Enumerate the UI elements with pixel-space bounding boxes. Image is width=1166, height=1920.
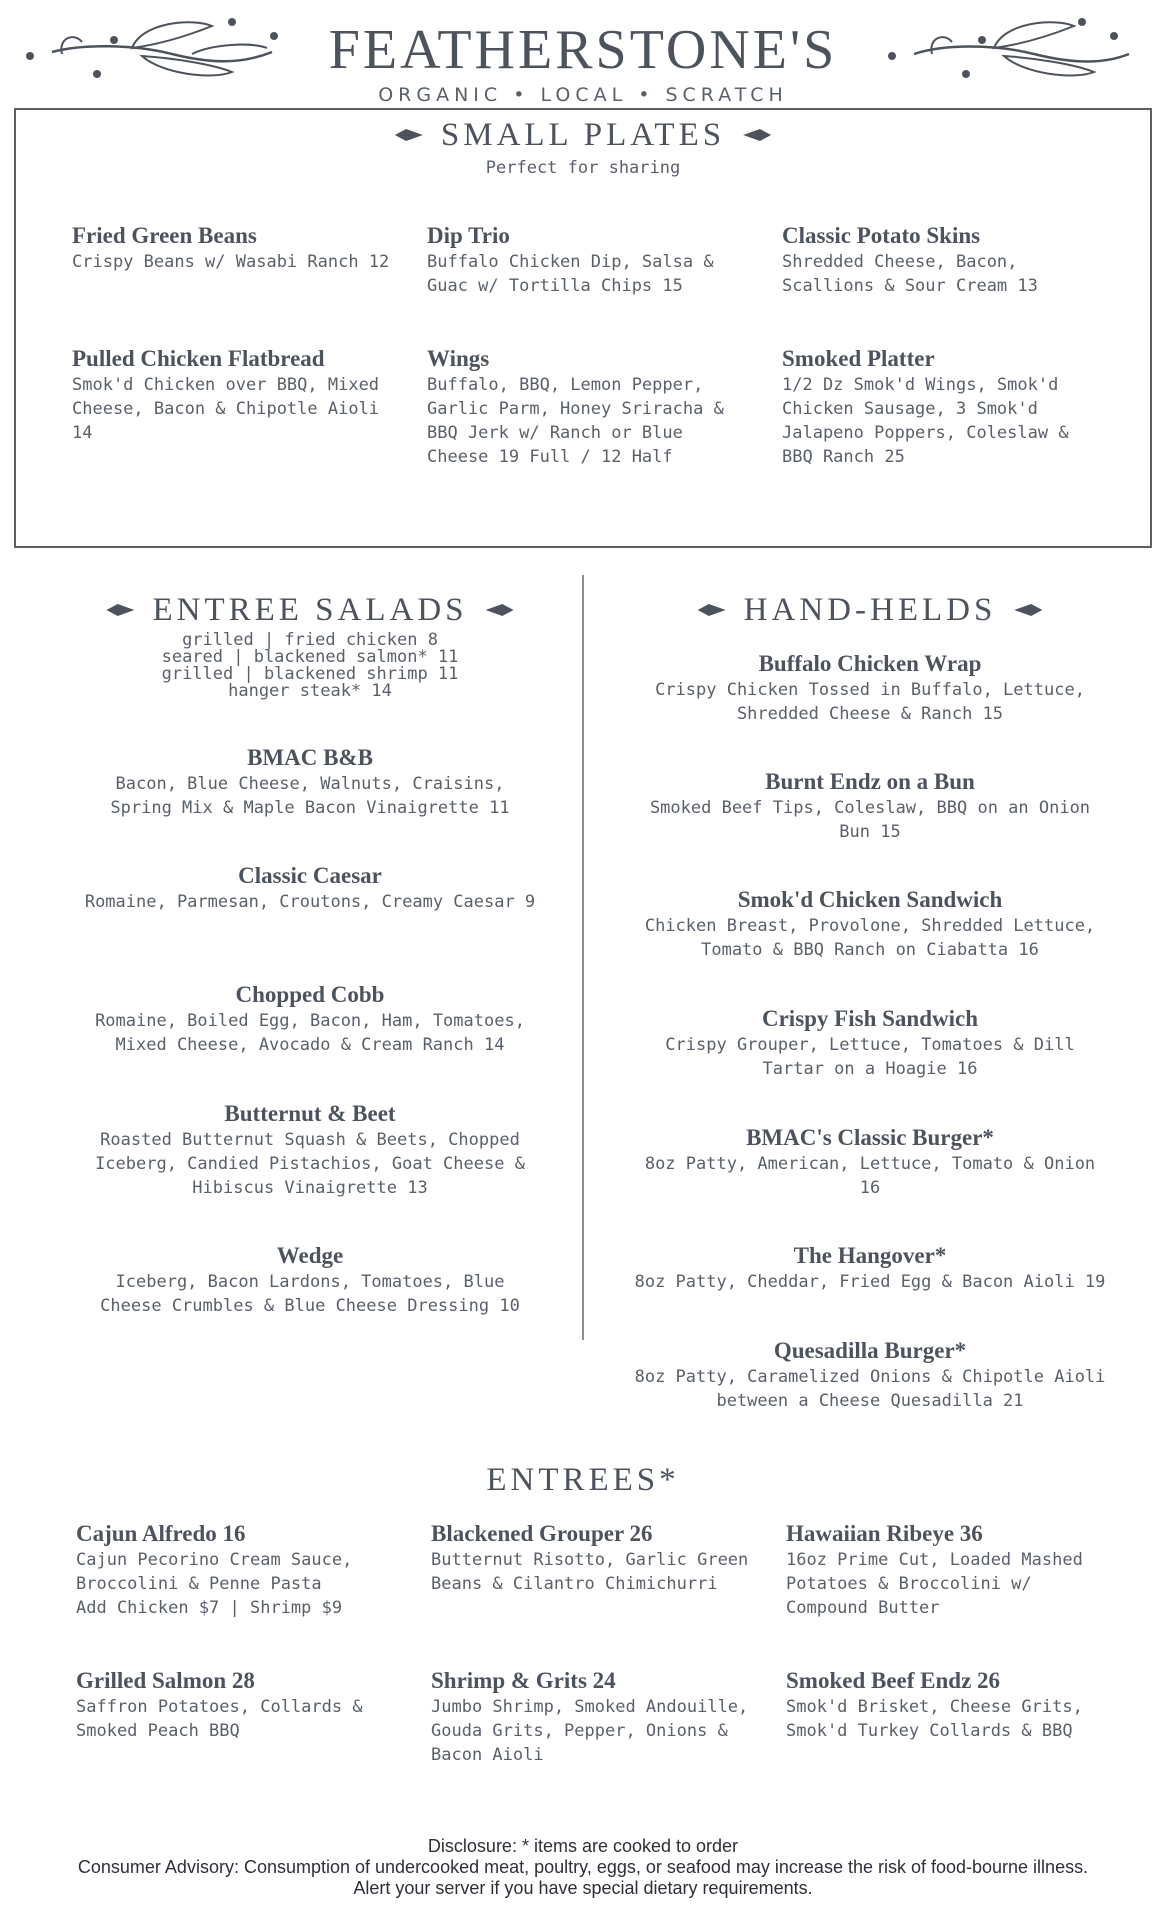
item-description: 8oz Patty, American, Lettuce, Tomato & Onion 16 xyxy=(644,1154,1096,1198)
menu-item xyxy=(427,222,747,298)
item-description: Shredded Cheese, Bacon, Scallions & Sour Cream 13 xyxy=(782,252,1038,296)
disclosure-text: Disclosure: * items are cooked to order xyxy=(427,1836,739,1856)
item-name: Classic Potato Skins xyxy=(782,223,981,248)
entree-salads-heading xyxy=(80,592,540,628)
item-extra: Add Chicken $7 | Shrimp $9 xyxy=(76,1598,343,1618)
item-name: Fried Green Beans xyxy=(72,223,257,248)
item-name: Buffalo Chicken Wrap xyxy=(758,651,982,676)
menu-item xyxy=(80,981,540,1057)
item-description: Crispy Chicken Tossed in Buffalo, Lettuce, Shredded Cheese & Ranch 15 xyxy=(655,680,1085,724)
small-plates-subtitle: Perfect for sharing xyxy=(485,158,681,178)
dietary-alert-text: Alert your server if you have special dietary requirements. xyxy=(353,1878,813,1898)
menu-item xyxy=(630,650,1110,726)
menu-item xyxy=(786,1667,1116,1743)
menu-item xyxy=(630,1337,1110,1413)
item-name: Quesadilla Burger* xyxy=(773,1338,967,1363)
diamond-left-icon xyxy=(106,604,134,616)
footer xyxy=(0,1836,1166,1899)
item-name: BMAC B&B xyxy=(247,745,373,770)
item-description: Smoked Beef Tips, Coleslaw, BBQ on an Onion Bun 15 xyxy=(649,798,1091,842)
menu-item xyxy=(786,1520,1116,1620)
item-name: The Hangover* xyxy=(793,1243,947,1268)
item-name: Hawaiian Ribeye 36 xyxy=(786,1521,983,1546)
item-name: Grilled Salmon 28 xyxy=(76,1668,255,1693)
item-name: Dip Trio xyxy=(427,223,510,248)
item-name: Pulled Chicken Flatbread xyxy=(72,346,325,371)
addon-line: hanger steak* 14 xyxy=(228,681,392,701)
section-title: HAND-HELDS xyxy=(743,592,997,628)
item-name: Classic Caesar xyxy=(238,863,382,888)
menu-item xyxy=(80,744,540,820)
menu-item xyxy=(72,345,392,445)
item-description: 8oz Patty, Cheddar, Fried Egg & Bacon Aioli 19 xyxy=(634,1272,1106,1292)
item-name: Crispy Fish Sandwich xyxy=(761,1006,978,1031)
item-description: Crispy Grouper, Lettuce, Tomatoes & Dill Tartar on a Hoagie 16 xyxy=(665,1035,1075,1079)
item-description: Chicken Breast, Provolone, Shredded Lettuce, Tomato & BBQ Ranch on Ciabatta 16 xyxy=(644,916,1096,960)
section-title: SMALL PLATES xyxy=(440,117,726,153)
item-description: Bacon, Blue Cheese, Walnuts, Craisins, Spring Mix & Maple Bacon Vinaigrette 11 xyxy=(110,774,510,818)
menu-item xyxy=(431,1667,761,1767)
advisory-text: Consumer Advisory: Consumption of undercooked meat, poultry, eggs, or seafood may increase the risk of food-bourne illness. xyxy=(77,1857,1089,1877)
item-description: Cajun Pecorino Cream Sauce, Broccolini & Penne Pasta xyxy=(76,1550,353,1594)
menu-item xyxy=(630,1242,1110,1294)
menu-item xyxy=(630,886,1110,962)
menu-item xyxy=(630,768,1110,844)
item-description: Butternut Risotto, Garlic Green Beans & Cilantro Chimichurri xyxy=(431,1550,749,1594)
small-plates-heading xyxy=(0,117,1166,153)
menu-item xyxy=(782,222,1102,298)
item-name: Smoked Beef Endz 26 xyxy=(786,1668,1001,1693)
item-name: Butternut & Beet xyxy=(224,1101,396,1126)
item-description: Smok'd Chicken over BBQ, Mixed Cheese, Bacon & Chipotle Aioli 14 xyxy=(72,375,380,443)
item-description: Romaine, Parmesan, Croutons, Creamy Caesar 9 xyxy=(84,892,536,912)
item-description: Saffron Potatoes, Collards & Smoked Peach BBQ xyxy=(76,1697,363,1741)
menu-item xyxy=(427,345,747,469)
menu-item xyxy=(80,1100,540,1200)
item-name: Burnt Endz on a Bun xyxy=(765,769,975,794)
brand-tagline: ORGANIC • LOCAL • SCRATCH xyxy=(378,84,788,106)
menu-item xyxy=(630,1005,1110,1081)
diamond-right-icon xyxy=(743,129,771,141)
brand-title: FEATHERSTONE'S xyxy=(328,19,838,81)
item-name: Chopped Cobb xyxy=(235,982,385,1007)
diamond-left-icon xyxy=(395,129,423,141)
menu-item xyxy=(72,222,392,274)
menu-item xyxy=(76,1667,406,1743)
item-description: Romaine, Boiled Egg, Bacon, Ham, Tomatoes, Mixed Cheese, Avocado & Cream Ranch 14 xyxy=(95,1011,525,1055)
entrees-title: ENTREES* xyxy=(486,1462,680,1498)
diamond-right-icon xyxy=(1014,604,1042,616)
item-description: Roasted Butternut Squash & Beets, Chopped Iceberg, Candied Pistachios, Goat Cheese & Hibiscus Vinaigrette 13 xyxy=(95,1130,525,1198)
item-description: Jumbo Shrimp, Smoked Andouille, Gouda Grits, Pepper, Onions & Bacon Aioli xyxy=(431,1697,749,1765)
item-description: 8oz Patty, Caramelized Onions & Chipotle Aioli between a Cheese Quesadilla 21 xyxy=(634,1367,1106,1411)
item-description: Iceberg, Bacon Lardons, Tomatoes, Blue Cheese Crumbles & Blue Cheese Dressing 10 xyxy=(100,1272,520,1316)
item-name: Cajun Alfredo 16 xyxy=(76,1521,246,1546)
item-name: Smok'd Chicken Sandwich xyxy=(737,887,1003,912)
item-name: Shrimp & Grits 24 xyxy=(431,1668,616,1693)
item-name: Blackened Grouper 26 xyxy=(431,1521,653,1546)
diamond-right-icon xyxy=(486,604,514,616)
addon-line: grilled | fried chicken 8 xyxy=(182,630,438,650)
item-name: Wedge xyxy=(276,1243,344,1268)
item-name: Smoked Platter xyxy=(782,346,935,371)
item-name: Wings xyxy=(427,346,490,371)
hand-helds-heading xyxy=(640,592,1100,628)
item-description: Buffalo Chicken Dip, Salsa & Guac w/ Tortilla Chips 15 xyxy=(427,252,714,296)
salad-addons xyxy=(80,632,540,700)
item-description: Crispy Beans w/ Wasabi Ranch 12 xyxy=(72,252,390,272)
menu-item xyxy=(782,345,1102,469)
item-description: 1/2 Dz Smok'd Wings, Smok'd Chicken Sausage, 3 Smok'd Jalapeno Poppers, Coleslaw & BBQ Ranch 25 xyxy=(782,375,1069,467)
menu-item xyxy=(431,1520,761,1596)
addon-line: seared | blackened salmon* 11 xyxy=(161,647,459,667)
item-description: 16oz Prime Cut, Loaded Mashed Potatoes & Broccolini w/ Compound Butter xyxy=(786,1550,1083,1618)
addon-line: grilled | blackened shrimp 11 xyxy=(161,664,459,684)
item-description: Buffalo, BBQ, Lemon Pepper, Garlic Parm, Honey Sriracha & BBQ Jerk w/ Ranch or Blue Cheese 19 Full / 12 Half xyxy=(427,375,724,467)
menu-item xyxy=(80,1242,540,1318)
menu-item xyxy=(80,862,540,914)
menu-item xyxy=(630,1124,1110,1200)
column-divider xyxy=(582,575,584,1340)
diamond-left-icon xyxy=(698,604,726,616)
item-description: Smok'd Brisket, Cheese Grits, Smok'd Turkey Collards & BBQ xyxy=(786,1697,1083,1741)
section-title: ENTREE SALADS xyxy=(152,592,468,628)
item-name: BMAC's Classic Burger* xyxy=(746,1125,994,1150)
menu-item xyxy=(76,1520,406,1620)
